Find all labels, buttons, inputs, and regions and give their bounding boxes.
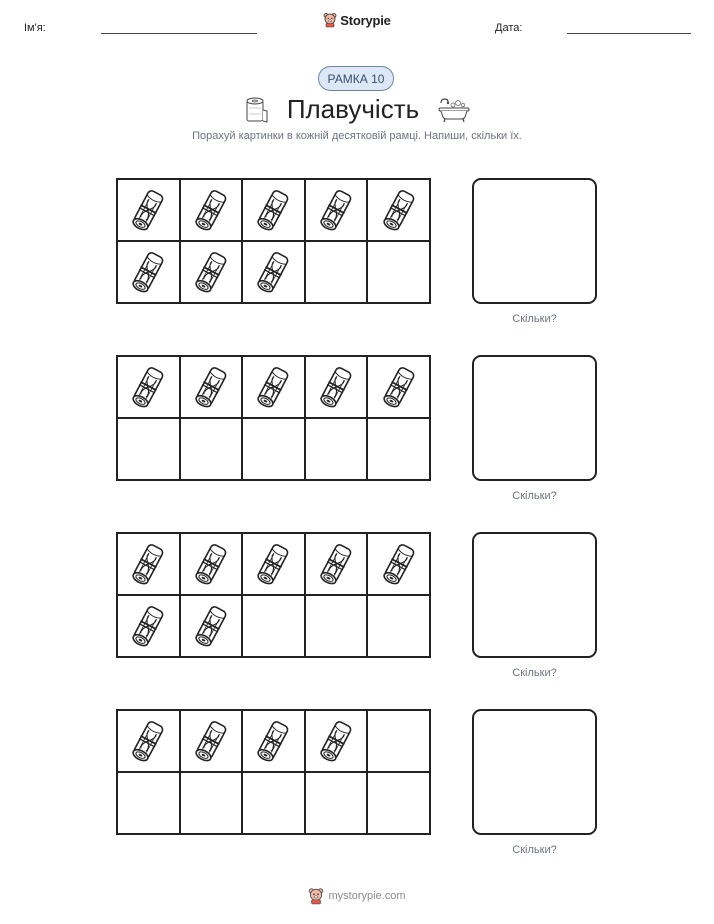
bear-mascot-icon: [308, 887, 324, 905]
scroll-log-icon: [379, 541, 419, 587]
how-many-label: Скільки?: [512, 667, 557, 679]
date-line: [567, 33, 691, 34]
scroll-log-icon: [379, 187, 419, 233]
how-many-label: Скільки?: [512, 844, 557, 856]
ten-frame-cell-empty: [367, 595, 430, 657]
ten-frame-cell-empty: [367, 772, 430, 834]
instructions: Порахуй картинки в кожній десятковій рамці. Напиши, скільки їх.: [192, 130, 522, 142]
ten-frame-cell-filled: [117, 533, 180, 595]
name-label: Ім'я:: [24, 22, 46, 34]
scroll-log-icon: [253, 541, 293, 587]
ten-frame-cell-empty: [305, 418, 368, 480]
ten-frame-cell-empty: [305, 772, 368, 834]
scroll-log-icon: [253, 187, 293, 233]
ten-frame-cell-filled: [242, 179, 305, 241]
how-many-label: Скільки?: [512, 490, 557, 502]
ten-frame-cell-filled: [367, 179, 430, 241]
ten-frame-cell-empty: [305, 595, 368, 657]
ten-frame-cell-filled: [180, 179, 243, 241]
ten-frame-cell-filled: [180, 533, 243, 595]
scroll-log-icon: [191, 187, 231, 233]
ten-frame-cell-filled: [117, 356, 180, 418]
scroll-log-icon: [253, 718, 293, 764]
scroll-log-icon: [379, 364, 419, 410]
how-many-label: Скільки?: [512, 313, 557, 325]
ten-frame-cell-filled: [117, 595, 180, 657]
scroll-log-icon: [316, 187, 356, 233]
ten-frame-cell-filled: [305, 710, 368, 772]
brand-name: Storypie: [340, 12, 391, 28]
bear-mascot-icon: [323, 12, 337, 28]
ten-frame-cell-filled: [117, 710, 180, 772]
ten-frame-cell-filled: [180, 595, 243, 657]
ten-frame-cell-filled: [180, 241, 243, 303]
scroll-log-icon: [191, 541, 231, 587]
ten-frame-cell-empty: [242, 595, 305, 657]
ten-frame-cell-empty: [367, 710, 430, 772]
ten-frame-cell-empty: [305, 241, 368, 303]
scroll-log-icon: [128, 541, 168, 587]
scroll-log-icon: [128, 364, 168, 410]
ten-frame-cell-filled: [180, 356, 243, 418]
scroll-log-icon: [128, 187, 168, 233]
page-title: Плавучість: [286, 94, 420, 124]
ten-frame-cell-filled: [242, 710, 305, 772]
ten-frame-cell-empty: [117, 418, 180, 480]
answer-box[interactable]: [472, 709, 597, 835]
ten-frame-cell-filled: [305, 533, 368, 595]
ten-frame-cell-filled: [180, 710, 243, 772]
toilet-paper-icon: [243, 96, 269, 124]
scroll-log-icon: [128, 249, 168, 295]
scroll-log-icon: [191, 364, 231, 410]
brand-logo: [0, 12, 714, 28]
scroll-log-icon: [128, 718, 168, 764]
ten-frame-cell-filled: [117, 179, 180, 241]
ten-frame-cell-filled: [305, 179, 368, 241]
scroll-log-icon: [191, 718, 231, 764]
scroll-log-icon: [191, 603, 231, 649]
scroll-log-icon: [191, 249, 231, 295]
scroll-log-icon: [253, 364, 293, 410]
ten-frame: [116, 178, 431, 304]
frame-badge: РАМКА 10: [318, 66, 394, 91]
footer: [0, 887, 714, 905]
ten-frame-cell-filled: [242, 241, 305, 303]
answer-box[interactable]: [472, 355, 597, 481]
ten-frame-cell-filled: [367, 356, 430, 418]
ten-frame-cell-empty: [180, 772, 243, 834]
ten-frame-cell-empty: [242, 772, 305, 834]
ten-frame: [116, 532, 431, 658]
ten-frame-cell-filled: [242, 533, 305, 595]
ten-frame-cell-filled: [367, 533, 430, 595]
ten-frame: [116, 355, 431, 481]
answer-box[interactable]: [472, 178, 597, 304]
scroll-log-icon: [128, 603, 168, 649]
ten-frame-cell-filled: [242, 356, 305, 418]
scroll-log-icon: [316, 541, 356, 587]
scroll-log-icon: [253, 249, 293, 295]
ten-frame-cell-empty: [242, 418, 305, 480]
ten-frame-cell-empty: [367, 418, 430, 480]
title-row: [0, 94, 714, 125]
date-label: Дата:: [495, 22, 523, 34]
ten-frame-cell-empty: [117, 772, 180, 834]
ten-frame: [116, 709, 431, 835]
ten-frame-cell-filled: [305, 356, 368, 418]
ten-frame-cell-filled: [117, 241, 180, 303]
ten-frame-cell-empty: [180, 418, 243, 480]
scroll-log-icon: [316, 364, 356, 410]
scroll-log-icon: [316, 718, 356, 764]
ten-frame-cell-empty: [367, 241, 430, 303]
answer-box[interactable]: [472, 532, 597, 658]
footer-url: mystorypie.com: [328, 890, 406, 902]
bathtub-icon: [437, 97, 471, 123]
name-line: [101, 33, 257, 34]
